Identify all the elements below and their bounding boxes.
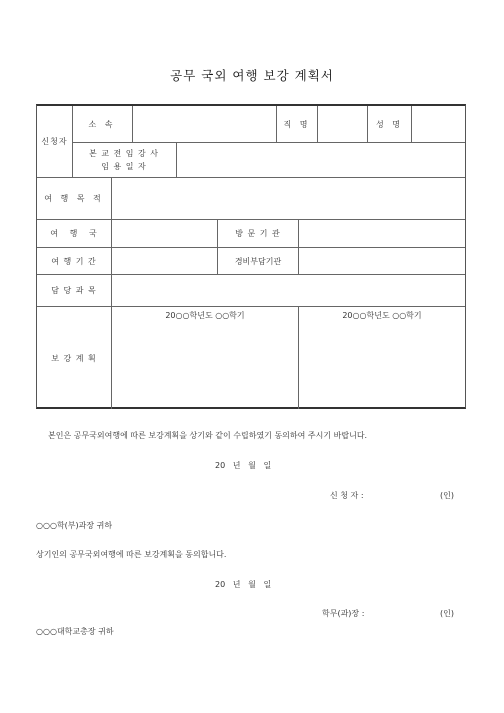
visit-org-field[interactable] xyxy=(299,220,465,247)
appointment-date-label xyxy=(72,143,176,177)
plan-form-table xyxy=(36,104,466,409)
semester-1-header: 20○○학년도 ○○학기 xyxy=(165,311,245,320)
affiliation-field[interactable] xyxy=(133,106,276,142)
funding-org-label: 경비부담기관 xyxy=(234,256,282,266)
plan-label: 보 강 계 획 xyxy=(51,353,97,363)
recipient-line-2: ○○○대학교총장 귀하 xyxy=(36,627,114,636)
date-line-1: 20 년 월 일 xyxy=(215,461,272,470)
applicant-label: 신청자 xyxy=(41,137,68,146)
recipient-line-1: ○○○학(부)과장 귀하 xyxy=(36,521,113,530)
semester-2-header: 20○○학년도 ○○학기 xyxy=(342,311,422,320)
funding-org-field[interactable] xyxy=(299,248,465,274)
name-label: 성 명 xyxy=(376,119,403,129)
applicant-signature-label: 신 청 자 : xyxy=(330,491,364,500)
subject-field[interactable] xyxy=(112,275,465,306)
period-label: 여 행 기 간 xyxy=(51,256,97,266)
pledge-statement: 본인은 공무국외여행에 따른 보강계획을 상기와 같이 수립하였기 동의하여 주시기 바랍니다. xyxy=(48,431,368,440)
date-line-2: 20 년 월 일 xyxy=(215,580,272,589)
purpose-field[interactable] xyxy=(112,178,465,219)
name-field[interactable] xyxy=(412,106,465,142)
seal-mark-2: (인) xyxy=(440,609,454,618)
period-field[interactable] xyxy=(112,248,217,274)
position-label: 직 명 xyxy=(283,119,311,129)
appointment-date-label-line1: 본 교 전 임 강 사 xyxy=(88,149,160,158)
appointment-date-field[interactable] xyxy=(177,143,465,177)
purpose-label: 여 행 목 적 xyxy=(44,194,104,203)
position-field[interactable] xyxy=(318,106,367,142)
country-field[interactable] xyxy=(112,220,217,247)
country-label: 여 행 국 xyxy=(50,229,98,238)
affiliation-label: 소 속 xyxy=(88,119,116,129)
appointment-date-label-line2: 임 용 일 자 xyxy=(101,162,147,171)
consent-statement: 상기인의 공무국외여행에 따른 보강계획을 동의합니다. xyxy=(36,550,227,559)
subject-label: 담 당 과 목 xyxy=(51,286,97,295)
page-title: 공무 국외 여행 보강 계획서 xyxy=(170,68,334,83)
visit-org-label: 방 문 기 관 xyxy=(235,229,281,238)
head-signature-label: 학무(과)장 : xyxy=(322,609,365,618)
seal-mark-1: (인) xyxy=(440,491,454,500)
